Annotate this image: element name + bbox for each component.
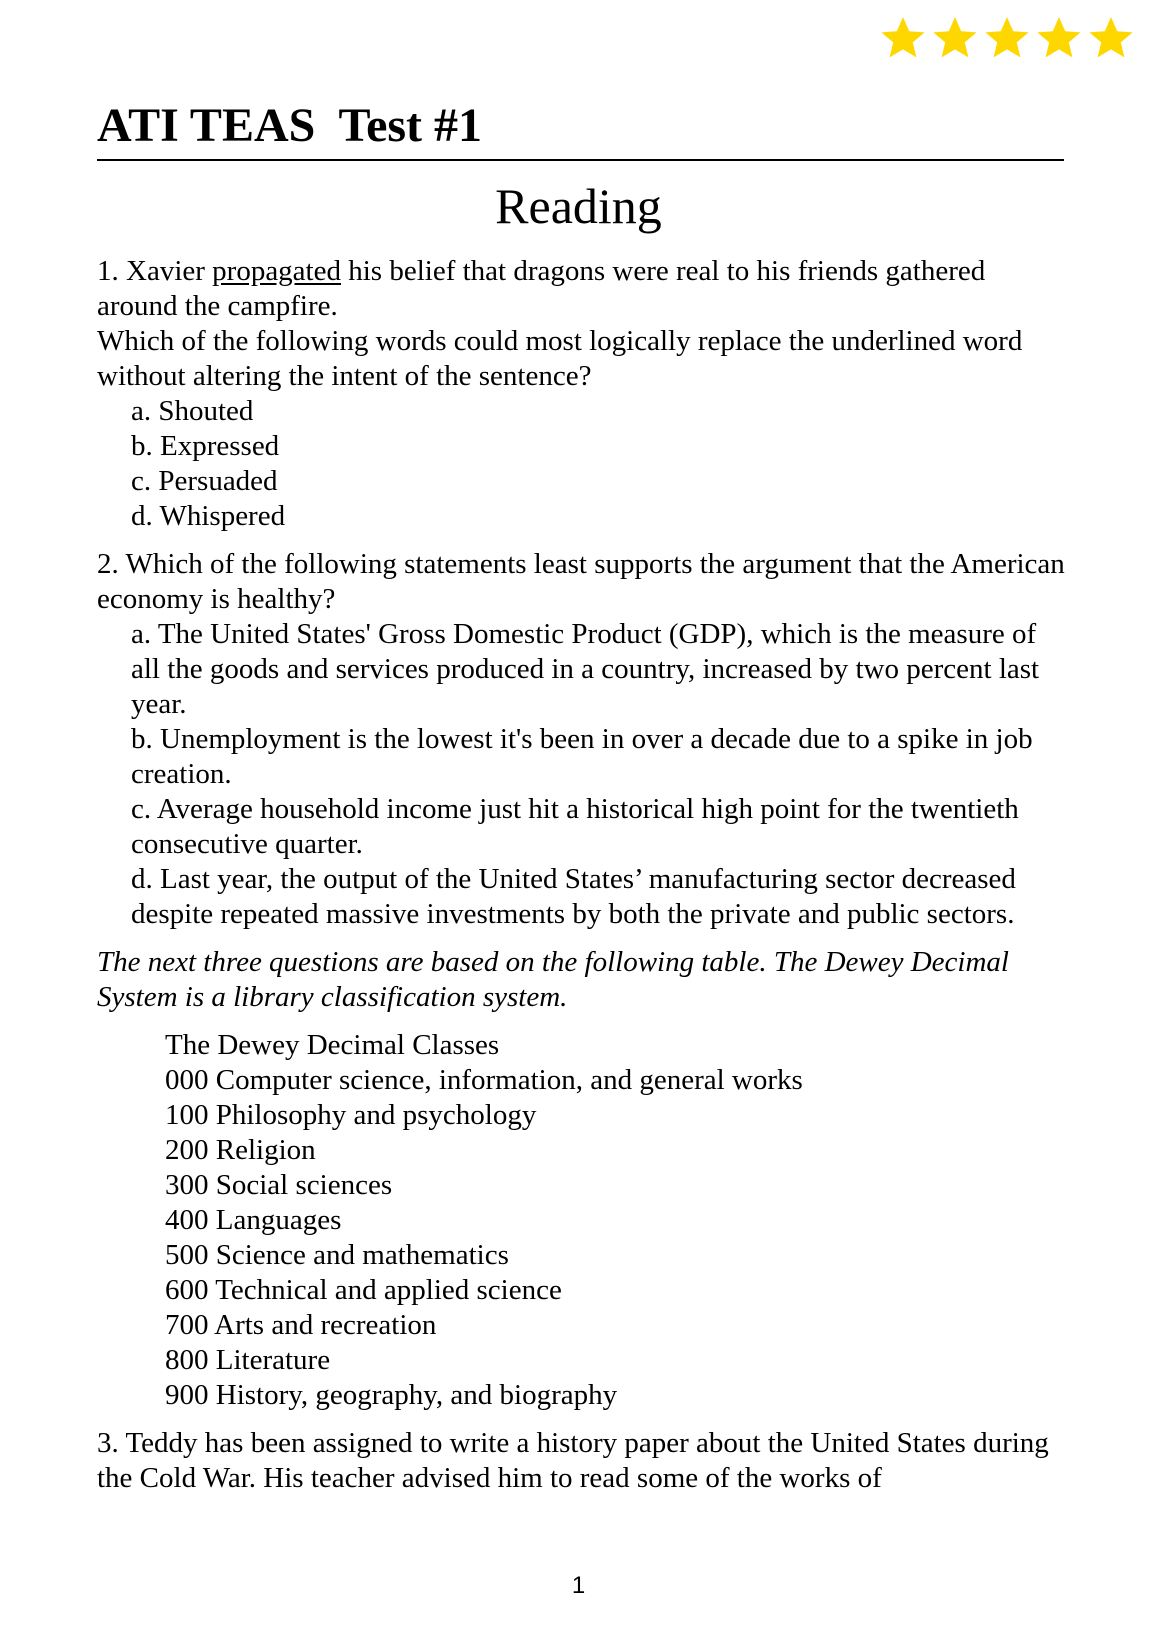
question-1-sentence [97,254,1072,324]
document-body [97,254,1072,1509]
page-number: 1 [571,1572,586,1599]
answer-option[interactable]: d. Last year, the output of the United States’ manufacturing sector decreased despite repeated massive investments by both the private and public sectors. [131,863,1016,930]
document-title: ATI TEAS Test #1 [97,99,483,152]
dewey-class: 900 History, geography, and biography [165,1379,618,1411]
question-1-prompt: Which of the following words could most logically replace the underlined word without altering the intent of the sentence? [97,325,1023,392]
rating-stars [879,14,1135,62]
dewey-heading: The Dewey Decimal Classes [165,1029,500,1061]
section-heading: Reading [495,178,662,234]
dewey-class: 200 Religion [165,1134,316,1166]
dewey-class: 400 Languages [165,1204,342,1236]
star-icon [931,14,979,62]
dewey-table [97,1028,1072,1413]
question-3-text: 3. Teddy has been assigned to write a history paper about the United States during the Cold War. His teacher advised him to read some of the works of [97,1427,1049,1494]
dewey-class: 600 Technical and applied science [165,1274,562,1306]
question-1-suffix: his belief that dragons were real to his friends gathered around the campfire. [97,255,986,322]
question-1-prefix: 1. Xavier [97,255,213,287]
underlined-word: propagated [212,255,341,287]
dewey-class: 300 Social sciences [165,1169,393,1201]
star-icon [1087,14,1135,62]
dewey-class: 800 Literature [165,1344,331,1376]
question-2-text: 2. Which of the following statements least supports the argument that the American economy is healthy? [97,548,1065,615]
table-intro: The next three questions are based on the following table. The Dewey Decimal System is a library classification system. [97,946,1009,1013]
question-3 [97,1426,1072,1496]
dewey-class: 000 Computer science, information, and general works [165,1064,803,1096]
question-1-options [97,394,1072,534]
question-2 [97,547,1072,932]
answer-option[interactable]: a. The United States' Gross Domestic Product (GDP), which is the measure of all the goods and services produced in a country, increased by two percent last year. [131,618,1040,720]
dewey-class: 100 Philosophy and psychology [165,1099,537,1131]
answer-option[interactable]: c. Average household income just hit a historical high point for the twentieth consecutive quarter. [131,793,1019,860]
star-icon [1035,14,1083,62]
title-divider [97,159,1064,161]
answer-option[interactable]: b. Unemployment is the lowest it's been in over a decade due to a spike in job creation. [131,723,1033,790]
question-1 [97,254,1072,534]
dewey-class: 700 Arts and recreation [165,1309,437,1341]
answer-option[interactable]: c. Persuaded [131,465,278,497]
star-icon [879,14,927,62]
dewey-class: 500 Science and mathematics [165,1239,509,1271]
answer-option[interactable]: d. Whispered [131,500,286,532]
answer-option[interactable]: a. Shouted [131,395,254,427]
answer-option[interactable]: b. Expressed [131,430,280,462]
star-icon [983,14,1031,62]
question-2-options [97,617,1072,932]
